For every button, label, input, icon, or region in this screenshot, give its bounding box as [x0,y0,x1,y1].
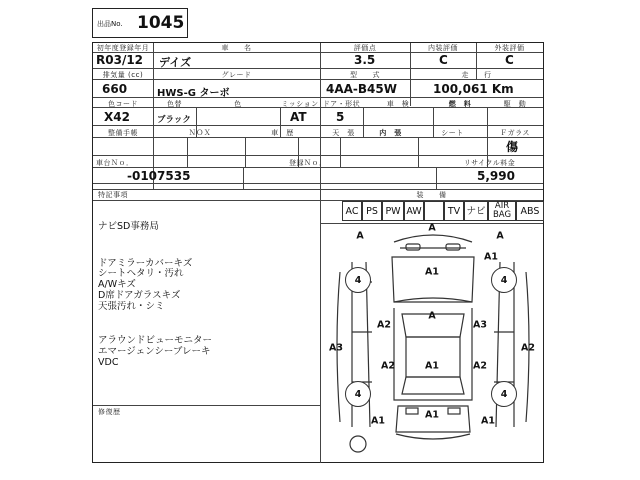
drive-label: 駆 動 [503,100,527,108]
note-item: エマージェンシーブレーキ [98,346,211,357]
fuel-label: 燃 料 [448,100,472,108]
manual-label: 整備手帳 [108,129,138,137]
notes-label: 特記事項 [98,191,128,199]
mark-front-left: A [356,230,364,242]
color-code-label: 色コード [108,100,138,108]
chassis-value: -0107535 [127,169,191,183]
mark-front-door-right: A3 [473,319,487,331]
mission-label: ミッション [281,100,319,108]
glass-value: 傷 [506,140,519,154]
mark-rear-left: A1 [371,415,385,427]
chassis-label: 車台Ｎｏ． [96,159,134,167]
score-value: 3.5 [354,53,376,67]
mark-rear-door-left: A2 [381,360,395,372]
mark-hood: A1 [425,266,439,278]
recycle-label: リサイクル料金 [463,159,516,167]
mark-front-right: A [496,230,504,242]
exterior-value: C [505,53,514,67]
equip-ps: PS [362,201,382,221]
tire-rear-left: 4 [345,381,371,407]
type-value: 4AA-B45W [326,82,397,96]
model-value: デイズ [159,56,192,69]
mark-side-left: A3 [329,342,343,354]
score-label: 評価点 [353,44,377,52]
mark-fender-right: A1 [484,251,498,263]
equip-tv: TV [444,201,464,221]
type-label: 型 式 [350,71,380,79]
color-label: 色 [234,100,242,108]
note-item: D席ドアガラスキズ [98,290,181,301]
equip-aw: AW [404,201,424,221]
note-item: シートヘタリ・汚れ [98,268,184,279]
interior-label: 内装評価 [428,44,458,52]
equip-ac: AC [342,201,362,221]
equipment-label: 装 備 [416,191,447,199]
seat-label: シート [441,129,464,137]
note-item: 天張汚れ・シミ [98,301,165,312]
history-label: 車 歴 [271,129,294,137]
tire-rear-right: 4 [491,381,517,407]
note-item: ナビSD事務局 [98,221,159,232]
doors-label: ドア・形状 [322,100,361,108]
lot-label: 出品No. [97,20,123,28]
mission-value: AT [290,110,307,124]
equip-blank [424,201,444,221]
equip-airbag: AIR BAG [488,201,516,221]
note-item: アラウンドビューモニター [98,335,213,346]
repair-label: 修復歴 [98,408,121,416]
nox-label: ＮＯＸ [188,129,212,137]
equip-pw: PW [382,201,404,221]
model-label: 車 名 [221,44,252,52]
equip-navi: ナビ [464,201,488,221]
mark-rear-center: A1 [425,409,439,421]
recycle-value: 5,990 [477,169,515,183]
sunroof-label: 天 張 [332,129,355,137]
note-item: VDC [98,357,119,368]
mark-rear-right: A1 [481,415,495,427]
mark-roof: A [428,310,436,322]
note-item: ドアミラーカバーキズ [98,258,193,269]
mileage-label: 走 行 [461,71,492,79]
year-label: 初年度登録年月 [96,44,150,52]
mark-rear-door-right: A2 [473,360,487,372]
interior2-label: 内 張 [379,129,402,137]
mileage-value: 100,061 Km [433,82,514,96]
cc-label: 排気量 (cc) [102,71,144,79]
grade-label: グレード [221,71,252,79]
note-item: A/Wキズ [98,279,136,290]
mark-front-center: A [428,222,436,234]
mark-rear-body: A1 [425,360,439,372]
cc-value: 660 [102,82,128,96]
color-value: ブラック [157,115,191,125]
interior-value: C [439,53,448,67]
inspection-label: 車 検 [386,100,410,108]
lot-box [92,8,188,38]
lot-number: 1045 [137,13,185,33]
doors-value: 5 [336,110,345,124]
color-change-label: 色替 [167,100,182,108]
year-value: R03/12 [96,53,144,67]
tire-front-left: 4 [345,267,371,293]
mark-side-right: A2 [521,342,535,354]
glass-label: Ｆガラス [500,129,530,137]
tire-front-right: 4 [491,267,517,293]
color-code-value: X42 [104,110,130,124]
grade-value: HWS-G ターボ [157,88,230,99]
mark-front-door-left: A2 [377,319,391,331]
exterior-label: 外装評価 [494,44,525,52]
registration-label: 登録Ｎｏ． [289,159,327,167]
equip-abs: ABS [516,201,544,221]
car-diagram [322,222,544,462]
